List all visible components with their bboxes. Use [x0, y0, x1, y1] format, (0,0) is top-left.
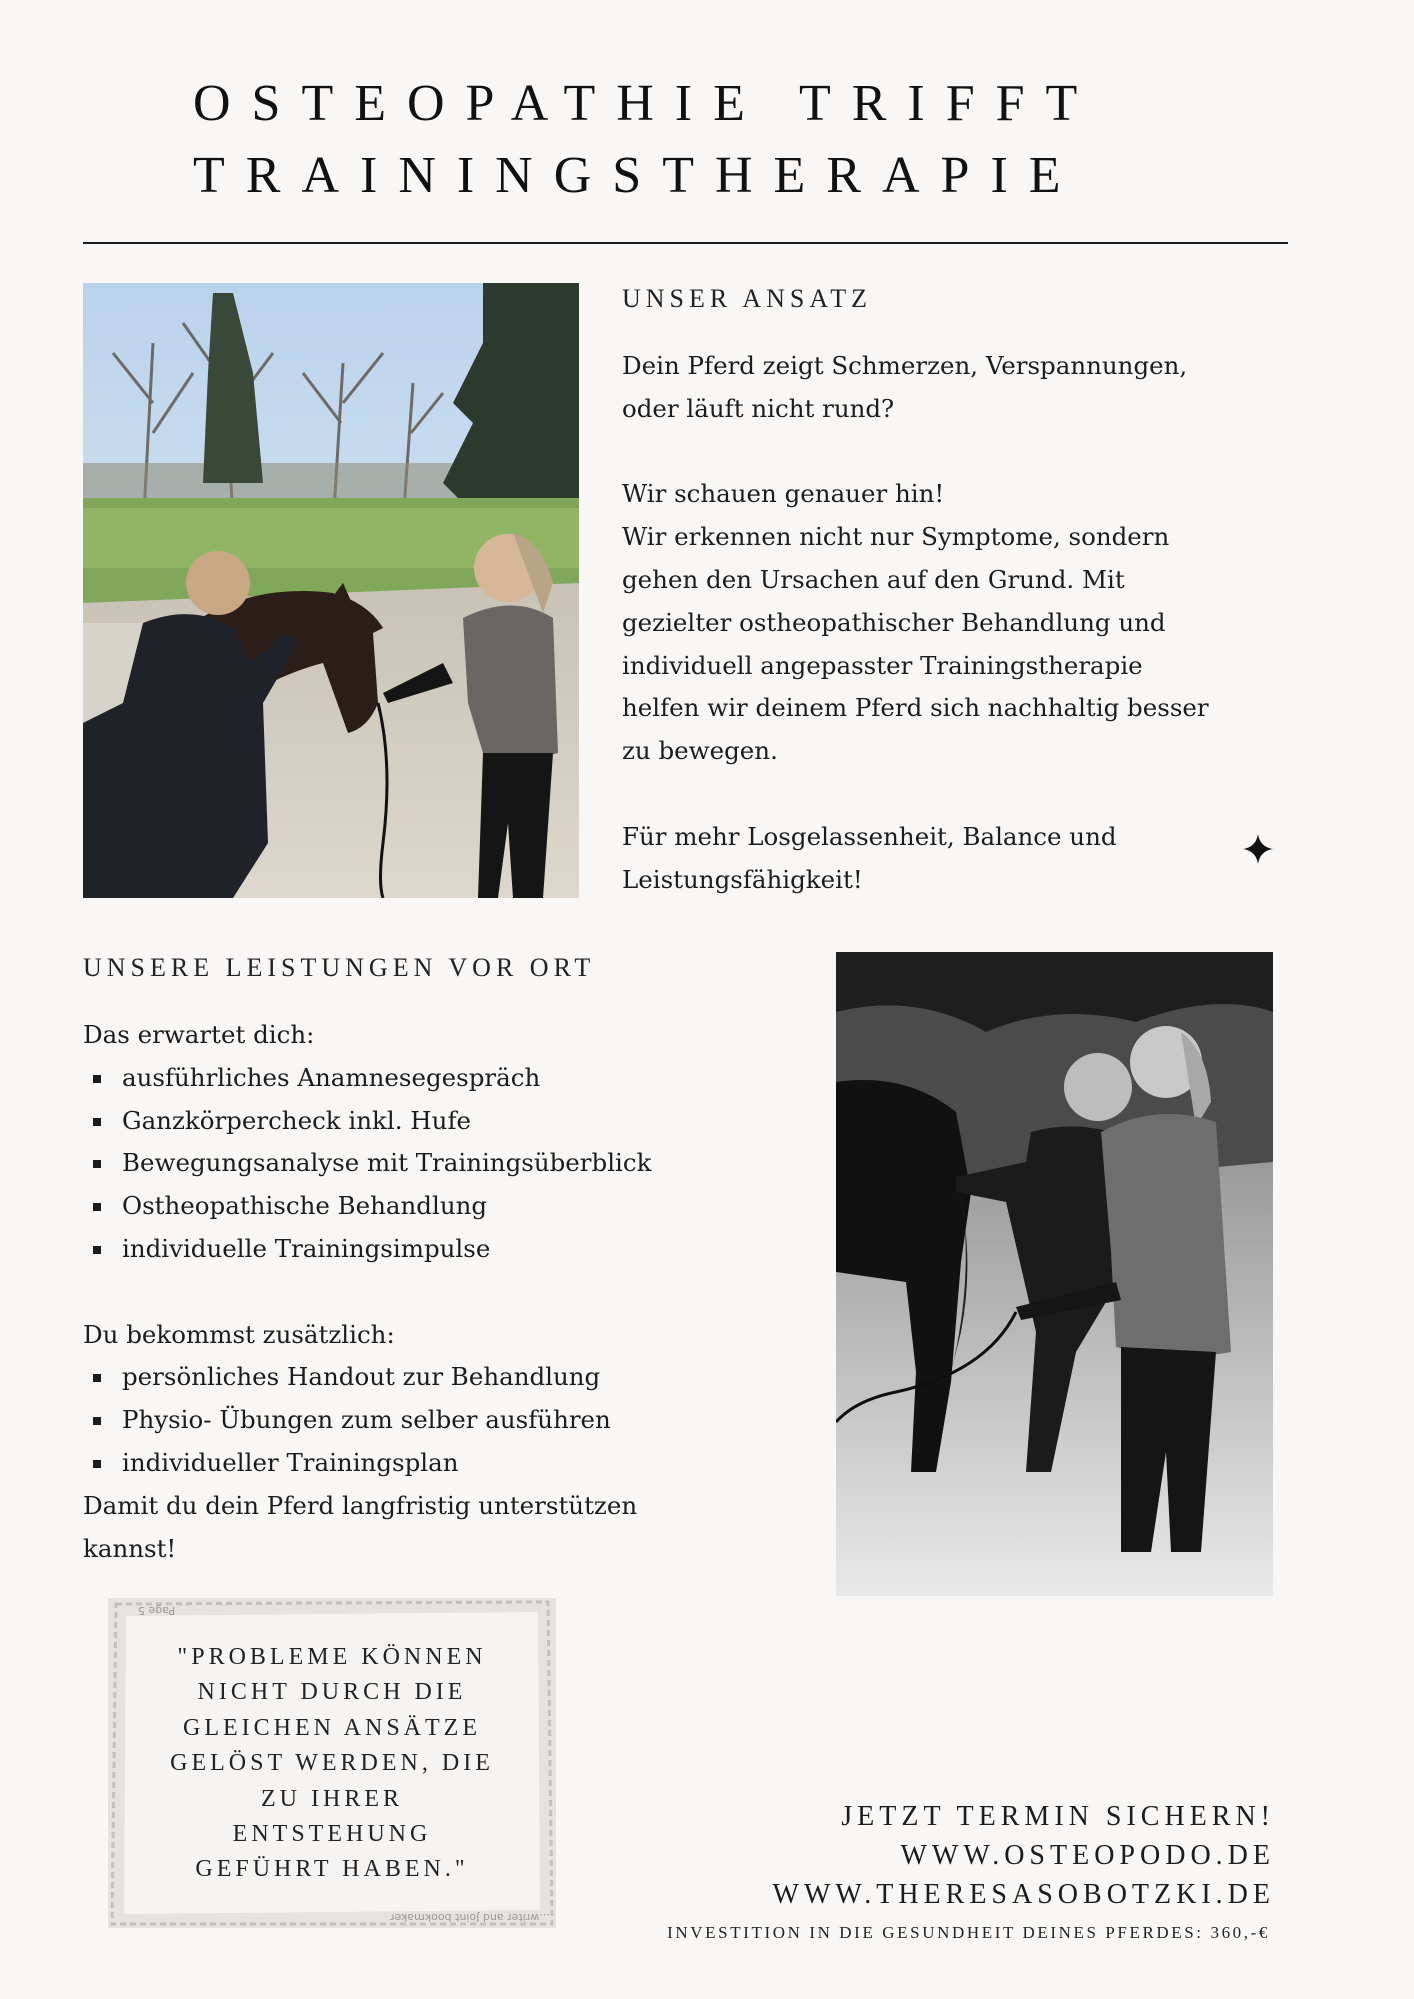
services-list — [83, 1057, 783, 1271]
quote-line: ENTSTEHUNG — [232, 1821, 432, 1848]
quote-card — [108, 1598, 556, 1928]
list-item: Bewegungsanalyse mit Trainingsüberblick — [83, 1142, 783, 1185]
services-closing: kannst! — [83, 1533, 177, 1563]
title-divider — [83, 242, 1288, 244]
approach-line: Für mehr Losgelassenheit, Balance und — [622, 821, 1117, 851]
quote-line: GEFÜHRT HABEN." — [195, 1856, 469, 1883]
approach-line: Wir schauen genauer hin! — [622, 479, 945, 509]
horse-photo-color — [83, 283, 579, 898]
website-link-theresasobotzki[interactable]: WWW.THERESASOBOTZKI.DE — [772, 1879, 1275, 1910]
cta-text: JETZT TERMIN SICHERN! — [841, 1801, 1275, 1832]
approach-line: Wir erkennen nicht nur Symptome, sondern — [622, 522, 1170, 552]
list-item: Ostheopathische Behandlung — [83, 1185, 783, 1228]
approach-line: gehen den Ursachen auf den Grund. Mit — [622, 564, 1125, 594]
title-line-1: OSTEOPATHIE TRIFFT — [193, 75, 1099, 132]
quote-text — [148, 1640, 516, 1888]
quote-line: NICHT DURCH DIE — [197, 1679, 467, 1706]
title-line-2: TRAININGSTHERAPIE — [193, 147, 1082, 204]
quote-line: GELÖST WERDEN, DIE — [170, 1750, 494, 1777]
list-item: individueller Trainingsplan — [83, 1442, 783, 1485]
list-item: Ganzkörpercheck inkl. Hufe — [83, 1100, 783, 1143]
approach-line: Dein Pferd zeigt Schmerzen, Verspannungen, — [622, 351, 1188, 380]
approach-line: gezielter ostheopathischer Behandlung und — [622, 607, 1166, 637]
services-closing: Damit du dein Pferd langfristig unterstützen — [83, 1490, 638, 1520]
approach-text — [622, 345, 1262, 901]
services-heading: UNSERE LEISTUNGEN VOR ORT — [83, 953, 596, 982]
website-link-osteopodo[interactable]: WWW.OSTEOPODO.DE — [900, 1840, 1275, 1871]
approach-line: oder läuft nicht rund? — [622, 393, 895, 423]
approach-line: helfen wir deinem Pferd sich nachhaltig besser — [622, 693, 1209, 723]
paper-mark-top: Page 5 — [138, 1604, 176, 1617]
quote-line: "PROBLEME KÖNNEN — [177, 1644, 487, 1670]
approach-line: zu bewegen. — [622, 736, 778, 766]
list-item: Physio- Übungen zum selber ausführen — [83, 1399, 783, 1442]
sparkle-icon — [1242, 833, 1274, 865]
approach-line: individuell angepasster Trainingstherapie — [622, 650, 1143, 680]
extras-intro: Du bekommst zusätzlich: — [83, 1319, 395, 1349]
list-item: ausführliches Anamnesegespräch — [83, 1057, 783, 1100]
approach-heading: UNSER ANSATZ — [622, 284, 872, 313]
horse-photo-bw — [836, 952, 1273, 1596]
quote-line: GLEICHEN ANSÄTZE — [183, 1714, 481, 1741]
list-item: individuelle Trainingsimpulse — [83, 1228, 783, 1271]
extras-list — [83, 1356, 783, 1484]
services-intro: Das erwartet dich: — [83, 1020, 315, 1049]
approach-line: Leistungsfähigkeit! — [622, 864, 863, 894]
paper-mark-bottom: ...writer and Joint bookmaker — [390, 1911, 550, 1924]
quote-line: ZU IHRER — [261, 1785, 403, 1812]
list-item: persönliches Handout zur Behandlung — [83, 1356, 783, 1399]
page-title — [193, 68, 1293, 212]
services-text — [83, 1014, 783, 1570]
price-note: INVESTITION IN DIE GESUNDHEIT DEINES PFERDES: 360,-€ — [667, 1923, 1270, 1942]
